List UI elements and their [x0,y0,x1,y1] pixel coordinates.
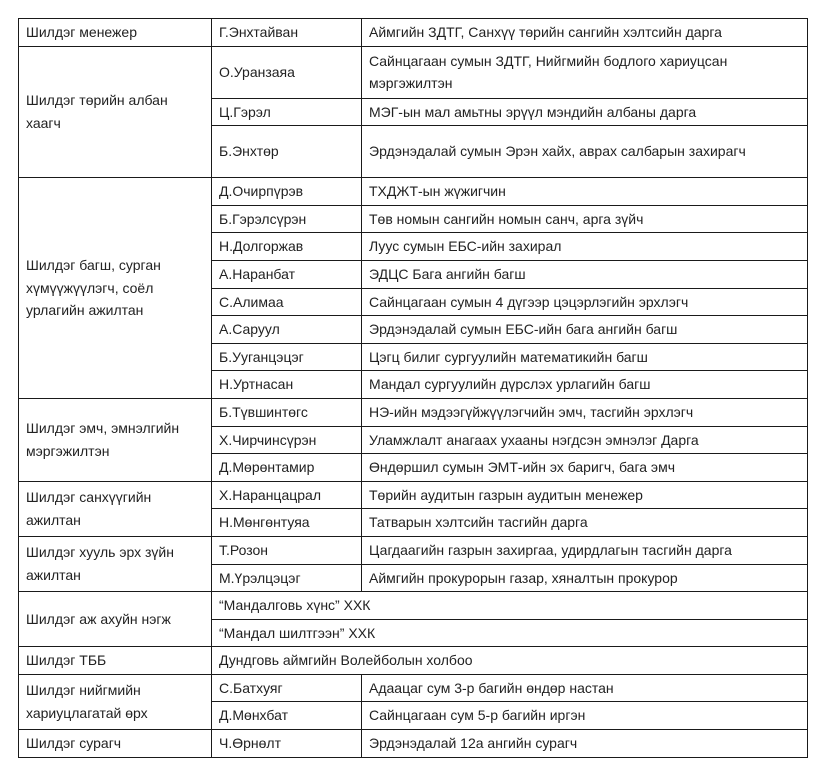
table-row [19,46,808,98]
category-cell: Шилдэг сурагч [19,730,212,758]
entity-cell: Дундговь аймгийн Волейболын холбоо [212,647,808,675]
position-cell: Цэгц билиг сургуулийн математикийн багш [362,343,808,371]
position-cell: Эрдэнэдалай 12а ангийн сурагч [362,730,808,758]
name-cell: Т.Розон [212,536,362,564]
table-row [19,730,808,758]
entity-cell: “Мандал шилтгээн” ХХК [212,619,808,647]
category-cell: Шилдэг эмч, эмнэлгийн мэргэжилтэн [19,398,212,481]
position-cell: МЭГ-ын мал амьтны эрүүл мэндийн албаны дарга [362,98,808,126]
name-cell: С.Алимаа [212,288,362,316]
name-cell: Н.Долгоржав [212,233,362,261]
position-cell: Төрийн аудитын газрын аудитын менежер [362,481,808,509]
table-row [19,19,808,47]
position-cell: Аймгийн прокурорын газар, хяналтын прокурор [362,564,808,592]
category-cell: Шилдэг хууль эрх зүйн ажилтан [19,536,212,591]
position-cell: Төв номын сангийн номын санч, арга зүйч [362,205,808,233]
position-cell: ТХДЖТ-ын жүжигчин [362,178,808,206]
position-cell: Татварын хэлтсийн тасгийн дарга [362,509,808,537]
name-cell: С.Батхуяг [212,674,362,702]
name-cell: Д.Очирпүрэв [212,178,362,206]
position-cell: НЭ-ийн мэдээгүйжүүлэгчийн эмч, тасгийн эрхлэгч [362,398,808,426]
name-cell: М.Үрэлцэцэг [212,564,362,592]
position-cell: Цагдаагийн газрын захиргаа, удирдлагын тасгийн дарга [362,536,808,564]
position-cell: Сайнцагаан сумын ЗДТГ, Нийгмийн бодлого хариуцсан мэргэжилтэн [362,46,808,98]
position-cell: Сайнцагаан сум 5-р багийн иргэн [362,702,808,730]
position-cell: Аймгийн ЗДТГ, Санхүү төрийн сангийн хэлтсийн дарга [362,19,808,47]
position-cell: Луус сумын ЕБС-ийн захирал [362,233,808,261]
name-cell: Н.Мөнгөнтуяа [212,509,362,537]
category-cell: Шилдэг нийгмийн хариуцлагатай өрх [19,674,212,729]
position-cell: Өндөршил сумын ЭМТ-ийн эх баригч, бага эмч [362,454,808,482]
position-cell: Адаацаг сум 3-р багийн өндөр настан [362,674,808,702]
table-row [19,178,808,206]
entity-cell: “Мандалговь хүнс” ХХК [212,592,808,620]
name-cell: Ч.Өрнөлт [212,730,362,758]
position-cell: ЭДЦС Бага ангийн багш [362,260,808,288]
name-cell: Б.Ууганцэцэг [212,343,362,371]
position-cell: Уламжлалт анагаах ухааны нэгдсэн эмнэлэг Дарга [362,426,808,454]
position-cell: Эрдэнэдалай сумын Эрэн хайх, аврах салбарын захирагч [362,126,808,178]
category-cell: Шилдэг багш, сурган хүмүүжүүлэгч, соёл урлагийн ажилтан [19,178,212,399]
table-row [19,481,808,509]
name-cell: Б.Гэрэлсүрэн [212,205,362,233]
name-cell: А.Наранбат [212,260,362,288]
category-cell: Шилдэг төрийн албан хаагч [19,46,212,178]
name-cell: Х.Чирчинсүрэн [212,426,362,454]
table-row [19,674,808,702]
name-cell: Б.Түвшинтөгс [212,398,362,426]
name-cell: Д.Мөрөнтамир [212,454,362,482]
name-cell: Б.Энхтөр [212,126,362,178]
name-cell: Д.Мөнхбат [212,702,362,730]
position-cell: Эрдэнэдалай сумын ЕБС-ийн бага ангийн багш [362,316,808,344]
position-cell: Мандал сургуулийн дүрслэх урлагийн багш [362,371,808,399]
name-cell: Н.Уртнасан [212,371,362,399]
category-cell: Шилдэг аж ахуйн нэгж [19,592,212,647]
awards-table [18,18,808,758]
name-cell: А.Саруул [212,316,362,344]
table-row [19,536,808,564]
table-row [19,398,808,426]
category-cell: Шилдэг санхүүгийн ажилтан [19,481,212,536]
category-cell: Шилдэг ТББ [19,647,212,675]
position-cell: Сайнцагаан сумын 4 дүгээр цэцэрлэгийн эрхлэгч [362,288,808,316]
name-cell: Г.Энхтайван [212,19,362,47]
name-cell: О.Уранзаяа [212,46,362,98]
table-row [19,592,808,620]
table-row [19,647,808,675]
name-cell: Х.Наранцацрал [212,481,362,509]
category-cell: Шилдэг менежер [19,19,212,47]
name-cell: Ц.Гэрэл [212,98,362,126]
